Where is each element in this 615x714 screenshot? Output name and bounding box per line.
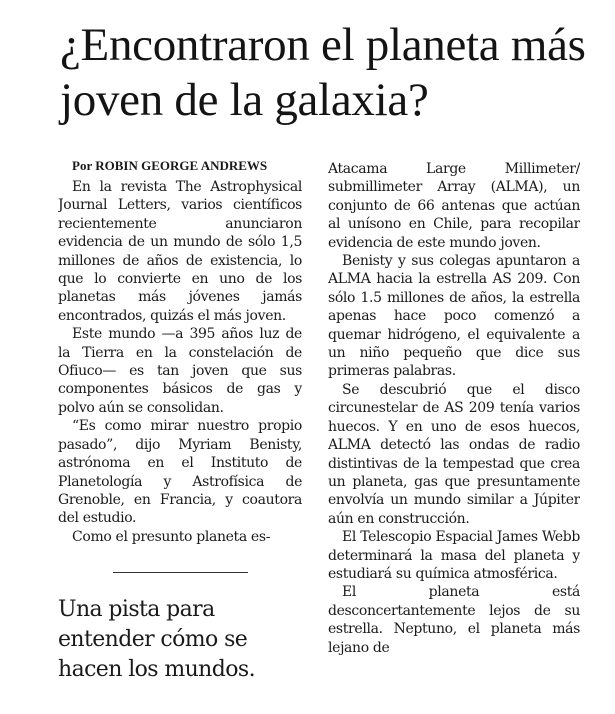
paragraph: Se descubrió que el disco circunestelar de AS 209 tenía varios huecos. Y en uno de esos huecos, ALMA detectó las ondas de radio distintivas de la tempestad que crea un planeta, gas que presuntamente envolvía un mundo similar a Júpiter aún en construcción. xyxy=(328,381,580,527)
paragraph: El planeta está desconcertantemente lejos de su estrella. Neptuno, el planeta más lejano de xyxy=(328,584,580,656)
paragraph: Benisty y sus colegas apuntaron a ALMA hacia la estrella AS 209. Con sólo 1.5 millones de años, la estrella apenas hace poco comenzó a quemar hidrógeno, el equivalente a un niño pequeño que dice sus primeras palabras. xyxy=(328,253,580,380)
paragraph: El Telescopio Espacial James Webb determinará la masa del planeta y estudiará su química atmosférica. xyxy=(328,529,580,582)
pull-quote: Una pista para entender cómo se hacen los mundos. xyxy=(58,597,255,683)
paragraph: Este mundo —a 395 años luz de la Tierra en la constelación de Ofiuco— es tan joven que sus componentes básicos de gas y polvo aún se consolidan. xyxy=(58,326,302,416)
article-column-left xyxy=(58,158,302,712)
paragraph: “Es como mirar nuestro propio pasado”, dijo Myriam Benisty, astrónoma en el Instituto de Planetología y Astrofísica de Grenoble, en Francia, y coautora del estudio. xyxy=(58,418,302,527)
article-column-right xyxy=(328,160,580,714)
headline: ¿Encontraron el planeta más joven de la galaxia? xyxy=(60,19,586,126)
paragraph: Atacama Large Millimeter/ submillimeter Array (ALMA), un conjunto de 66 antenas que actúan al unísono en Chile, para recopilar evidencia de este mundo joven. xyxy=(328,161,580,251)
paragraph: Como el presunto planeta es- xyxy=(72,528,271,545)
divider-rule xyxy=(113,572,248,573)
paragraph: En la revista The Astrophysical Journal Letters, varios científicos recientemente anunciaron evidencia de un mundo de sólo 1,5 millones de años de existencia, lo que lo convierte en uno de los planetas más jóvenes jamás encontrados, quizás el más joven. xyxy=(58,179,302,324)
byline: Por ROBIN GEORGE ANDREWS xyxy=(72,158,268,173)
